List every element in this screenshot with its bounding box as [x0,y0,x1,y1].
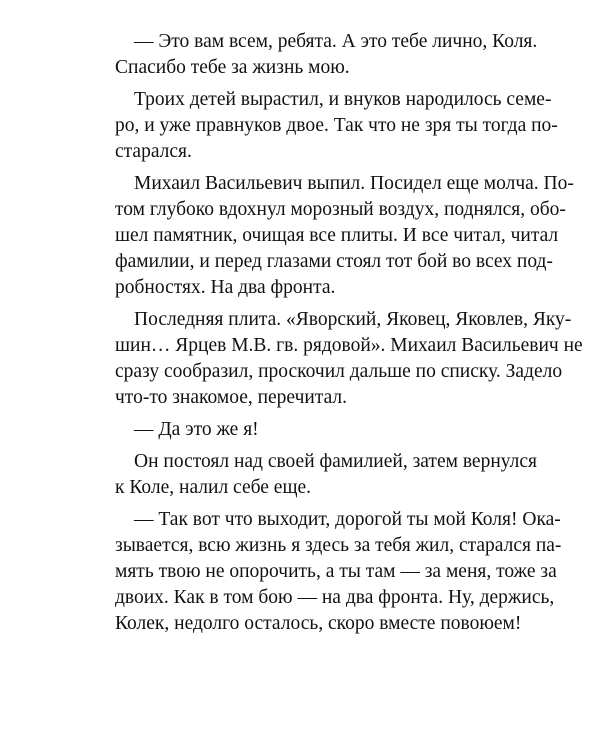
text-line: двоих. Как в том бою — на два фронта. Ну, держись, [115,587,555,608]
text-line: — Это вам всем, ребята. А это тебе лично, Коля. [134,31,538,52]
text-line: сразу сообразил, проскочил дальше по списку. Задело [115,361,563,382]
text-line: Последняя плита. «Яворский, Яковец, Яковлев, Яку- [134,309,572,330]
text-line: — Так вот что выходит, дорогой ты мой Коля! Ока- [134,509,561,530]
text-line: робностях. На два фронта. [115,277,336,298]
text-line: Спасибо тебе за жизнь мою. [115,57,350,78]
text-line: Троих детей вырастил, и внуков народилось семе- [134,89,552,110]
text-line: зывается, всю жизнь я здесь за тебя жил, старался па- [115,535,562,556]
text-line: том глубоко вдохнул морозный воздух, поднялся, обо- [115,199,566,220]
paragraph [115,171,574,301]
body-text [115,29,583,637]
paragraph [115,87,558,165]
text-line: Колек, недолго осталось, скоро вместе повоюем! [115,613,522,634]
paragraph [115,507,562,637]
text-line: Он постоял над своей фамилией, затем вернулся [134,451,538,472]
text-line: Михаил Васильевич выпил. Посидел еще молча. По- [134,173,574,194]
text-line: фамилии, и перед глазами стоял тот бой во всех под- [115,251,553,272]
text-line: ро, и уже правнуков двое. Так что не зря ты тогда по- [115,115,558,136]
text-line: что-то знакомое, перечитал. [115,387,348,408]
paragraph [115,449,538,501]
paragraph [115,417,515,443]
text-line: шин… Ярцев М.В. гв. рядовой». Михаил Васильевич не [115,335,583,356]
text-line: шел памятник, очищая все плиты. И все читал, читал [115,225,559,246]
paragraph [115,307,583,411]
paragraph [115,29,538,81]
text-line: мять твою не опорочить, а ты там — за меня, тоже за [115,561,557,582]
text-line: к Коле, налил себе еще. [115,477,311,498]
text-line: — Да это же я! [134,419,259,440]
text-line: старался. [115,141,192,162]
